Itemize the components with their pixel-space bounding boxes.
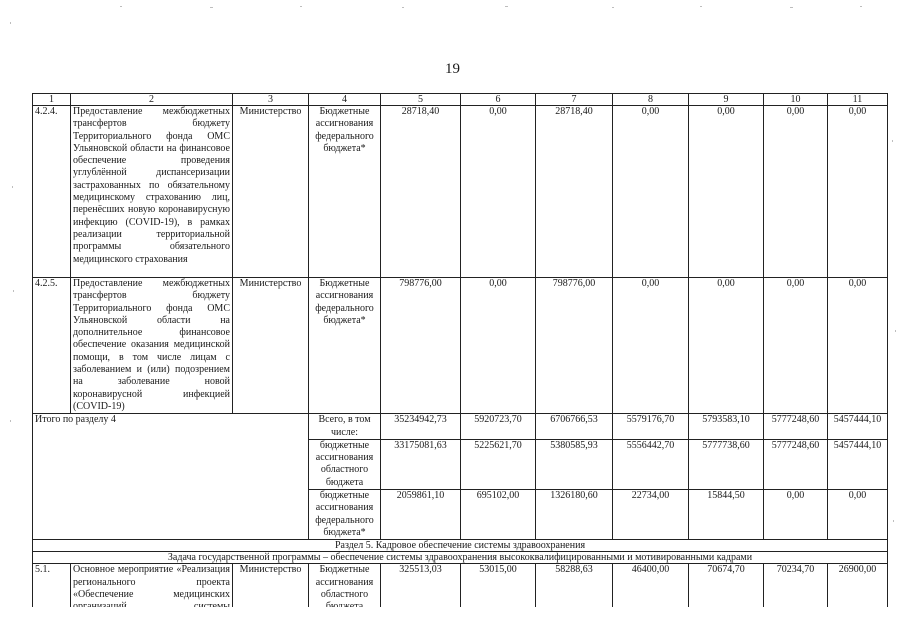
funding-source: бюджетные ассигнования областного бюджета (309, 439, 381, 489)
value-cell: 5225621,70 (461, 439, 536, 489)
table-row (33, 106, 888, 278)
value-cell: 28718,40 (381, 106, 461, 278)
value-cell: 35234942,73 (381, 414, 461, 440)
total-label: Итого по разделу 4 (33, 414, 309, 540)
value-cell: 0,00 (764, 490, 828, 540)
value-cell: 798776,00 (381, 278, 461, 414)
value-cell: 15844,50 (689, 490, 764, 540)
value-cell: 2059861,10 (381, 490, 461, 540)
value-cell: 0,00 (461, 278, 536, 414)
col-header: 9 (689, 94, 764, 106)
section-title: Раздел 5. Кадровое обеспечение системы здравоохранения (33, 540, 888, 552)
value-cell: 798776,00 (536, 278, 613, 414)
value-cell: 5777738,60 (689, 439, 764, 489)
value-cell: 695102,00 (461, 490, 536, 540)
col-header: 4 (309, 94, 381, 106)
task-title: Задача государственной программы – обеспечение системы здравоохранения высококвалифицированными и мотивированными кадрами (33, 552, 888, 564)
funding-source: Всего, в том числе: (309, 414, 381, 440)
col-header: 3 (233, 94, 309, 106)
value-cell: 0,00 (689, 106, 764, 278)
value-cell: 22734,00 (613, 490, 689, 540)
col-header: 8 (613, 94, 689, 106)
value-cell: 28718,40 (536, 106, 613, 278)
row-number: 5.1. (33, 564, 71, 639)
value-cell: 5920723,70 (461, 414, 536, 440)
value-cell: 5793583,10 (689, 414, 764, 440)
page-bottom-margin (0, 607, 905, 640)
value-cell: 0,00 (764, 278, 828, 414)
value-cell: 33175081,63 (381, 439, 461, 489)
value-cell: 0,00 (764, 106, 828, 278)
value-cell: 0,00 (828, 490, 888, 540)
value-cell: 0,00 (613, 278, 689, 414)
task-row (33, 552, 888, 564)
value-cell: 0,00 (461, 106, 536, 278)
value-cell: 5457444,10 (828, 439, 888, 489)
total-row (33, 414, 888, 440)
value-cell: 5457444,10 (828, 414, 888, 440)
value-cell: 0,00 (828, 106, 888, 278)
funding-source: бюджетные ассигнования федерального бюджета* (309, 490, 381, 540)
funding-source: Бюджетные ассигнования областного (309, 564, 381, 639)
funding-source: Бюджетные ассигнования федерального бюджета* (309, 278, 381, 414)
page-number: 19 (445, 61, 460, 77)
value-cell: 0,00 (828, 278, 888, 414)
row-number: 4.2.5. (33, 278, 71, 414)
value-cell: 325513,03 (381, 564, 461, 639)
value-cell: 6706766,53 (536, 414, 613, 440)
value-cell: 58288,63 (536, 564, 613, 639)
value-cell: 26900,00 (828, 564, 888, 639)
value-cell: 70234,70 (764, 564, 828, 639)
row-number: 4.2.4. (33, 106, 71, 278)
column-number-row (33, 94, 888, 106)
activity-name: Предоставление межбюджетных трансфертов бюджету Территориального фонда ОМС Ульяновской области на дополнительное финансовое обеспечение оказания медицинской помощи, в том числе лицам с заболеванием и (или) подозрением на заболевание новой коронавирусной инфекцией (COVID-19) (71, 278, 233, 414)
value-cell: 0,00 (613, 106, 689, 278)
value-cell: 1326180,60 (536, 490, 613, 540)
value-cell: 5777248,60 (764, 414, 828, 440)
value-cell: 5380585,93 (536, 439, 613, 489)
section-row (33, 540, 888, 552)
activity-name: Предоставление межбюджетных трансфертов бюджету Территориального фонда ОМС Ульяновской области на финансовое обеспечение проведения углублённой диспансеризации застрахованных по обязательному медицинскому страхованию лиц, перенёсших новую коронавирусную инфекцию (COVID-19), в рамках реализации территориальной программы обязательного медицинского страхования (71, 106, 233, 278)
col-header: 6 (461, 94, 536, 106)
budget-table (32, 93, 888, 639)
table-row (33, 278, 888, 414)
value-cell: 53015,00 (461, 564, 536, 639)
executor: Министерство (233, 564, 309, 639)
value-cell: 5579176,70 (613, 414, 689, 440)
funding-source: Бюджетные ассигнования федерального бюджета* (309, 106, 381, 278)
value-cell: 46400,00 (613, 564, 689, 639)
col-header: 2 (71, 94, 233, 106)
col-header: 11 (828, 94, 888, 106)
col-header: 1 (33, 94, 71, 106)
executor: Министерство (233, 278, 309, 414)
value-cell: 5777248,60 (764, 439, 828, 489)
value-cell: 70674,70 (689, 564, 764, 639)
col-header: 10 (764, 94, 828, 106)
col-header: 7 (536, 94, 613, 106)
value-cell: 0,00 (689, 278, 764, 414)
value-cell: 5556442,70 (613, 439, 689, 489)
col-header: 5 (381, 94, 461, 106)
activity-name: Основное мероприятие «Реализация регионального проекта «Обеспечение медицинских (71, 564, 233, 639)
executor: Министерство (233, 106, 309, 278)
